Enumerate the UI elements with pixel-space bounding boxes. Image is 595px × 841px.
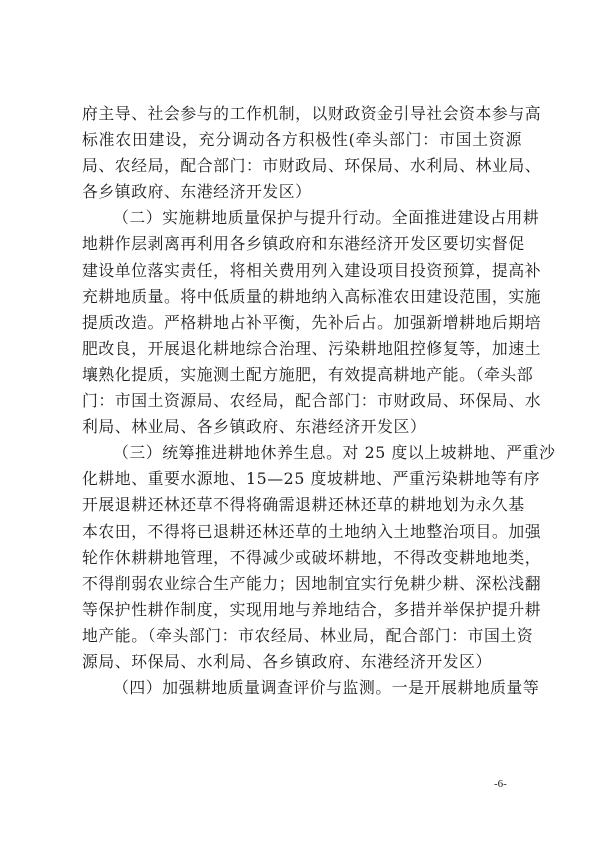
section-heading-line: （四）加强耕地质量调查评价与监测。一是开展耕地质量等 [113, 678, 540, 698]
page-number: -6- [494, 778, 507, 790]
paragraph-1 [82, 101, 542, 205]
text-line: 肥改良，开展退化耕地综合治理、污染耕地阻控修复等，加速土 [82, 338, 542, 358]
text-line: 标准农田建设，充分调动各方积极性(牵头部门：市国土资源 [82, 130, 522, 150]
text-line: 各乡镇政府、东港经济开发区） [82, 182, 312, 202]
text-line: 提质改造。严格耕地占补平衡，先补后占。加强新增耕地后期培 [82, 312, 542, 332]
text-line: 利局、林业局、各乡镇政府、东港经济开发区） [82, 417, 427, 437]
text-line: 地耕作层剥离再利用各乡镇政府和东港经济开发区要切实督促 [82, 234, 525, 254]
text-line: 壤熟化提质，实施测土配方施肥，有效提高耕地产能。（牵头部 [82, 364, 534, 384]
text-line: 府主导、社会参与的工作机制，以财政资金引导社会资本参与高 [82, 104, 542, 123]
text-line: 开展退耕还林还草不得将确需退耕还林还草的耕地划为永久基 [82, 495, 525, 515]
text-line: 不得削弱农业综合生产能力；因地制宜实行免耕少耕、深松浅翻 [82, 573, 542, 593]
section-heading-line: （二）实施耕地质量保护与提升行动。全面推进建设占用耕 [113, 208, 540, 228]
text-line: 建设单位落实责任，将相关费用列入建设项目投资预算，提高补 [82, 260, 542, 280]
text-line: 轮作休耕耕地管理，不得减少或破坏耕地，不得改变耕地地类， [82, 547, 542, 567]
text-line: 化耕地、重要水源地、15—25 度坡耕地、严重污染耕地等有序 [82, 469, 541, 489]
text-line: 地产能。（牵头部门：市农经局、林业局，配合部门：市国土资 [82, 625, 534, 645]
text-line: 本农田，不得将已退耕还林还草的土地纳入土地整治项目。加强 [82, 521, 542, 541]
text-line: 充耕地质量。将中低质量的耕地纳入高标准农田建设范围，实施 [82, 286, 542, 306]
paragraph-4 [82, 675, 540, 701]
text-line: 门：市国土资源局、农经局，配合部门：市财政局、环保局、水 [82, 391, 542, 411]
document-body [82, 101, 556, 701]
text-line: 源局、环保局、水利局、各乡镇政府、东港经济开发区） [82, 651, 492, 671]
text-line: 局、农经局，配合部门：市财政局、环保局、水利局、林业局、 [82, 156, 542, 176]
section-heading-line: （三）统筹推进耕地休养生息。对 25 度以上坡耕地、严重沙 [113, 443, 556, 463]
paragraph-3 [82, 440, 556, 675]
text-line: 等保护性耕作制度，实现用地与养地结合，多措并举保护提升耕 [82, 599, 542, 619]
paragraph-2 [82, 205, 542, 440]
